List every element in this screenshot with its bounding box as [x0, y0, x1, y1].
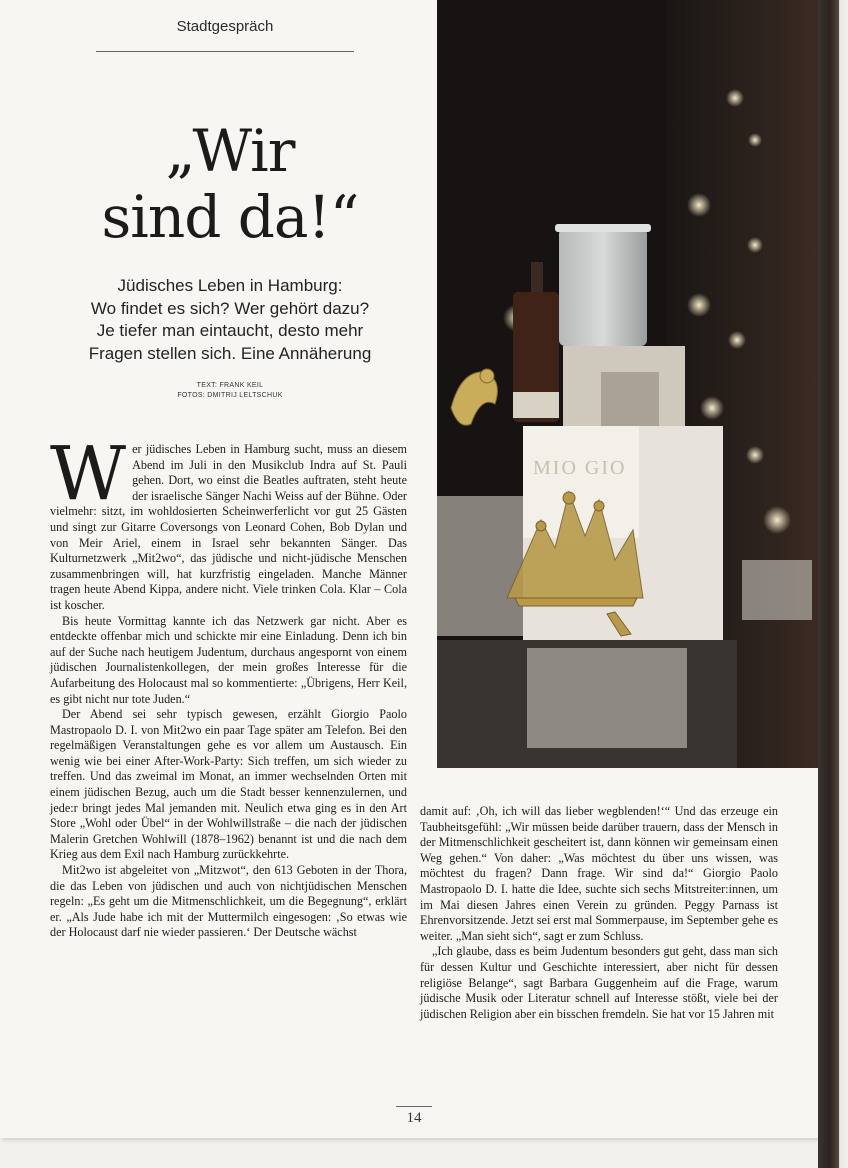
drop-cap: W [50, 431, 127, 517]
page-number: 14 [396, 1106, 432, 1127]
photo-illustration [437, 0, 818, 768]
paragraph-5: damit auf: ‚Oh, ich will das lieber wegblenden!‘“ Und das erzeuge ein Taubheitsgefühl: „Wir müssen beide darüber trauern, dass der Mensch in der Mitmenschlichkeit gescheitert ist, dann können wir gemeinsam einen Weg gehen.“ Von daher: „Was möchtest du über uns wissen, was möchtest du fragen? Dann frage. Wir sind da!“ Giorgio Paolo Mastropaolo D. I. hatte die Idee, suchte sich sechs Mitstreiter:innen, um im Mai diesen Jahres einen Verein zu gründen. Peggy Parnass ist Ehrenvorsitzende. Jetzt sei erst mal Sommerpause, im September gehe es weiter. „Man sieht sich“, sagt er zum Schluss. [420, 804, 778, 943]
article-column-left [50, 431, 407, 941]
paragraph-4: Mit2wo ist abgeleitet von „Mitzwot“, den 613 Geboten in der Thora, die das Leben von jüdischen und auch von nichtjüdischen Menschen regeln: „Es geht um die Mitmenschlichkeit, um die Begegnung“, erklärt er. „Als Jude habe ich mit der Muttermilch eingesogen: ‚So etwas wie der Holocaust darf nie wieder passieren.‘ Der Deutsche wächst [50, 863, 407, 940]
photo-credit: FOTOS: DMITRIJ LELTSCHUK [177, 392, 283, 399]
paragraph-3: Der Abend sei sehr typisch gewesen, erzählt Giorgio Paolo Mastropaolo D. I. von Mit2wo ein paar Tage später am Telefon. Bei den regelmäßigen Veranstaltungen gehe es vor allem um Austausch. Ein wenig wie bei einer After-Work-Party: Sich treffen, um sich wieder zu treffen. Und das zweimal im Monat, an immer wechselnden Orten mit einem jüdischen Bezug, auch um die Stadt besser kennenzulernen, und jede:r bringt jedes Mal jemanden mit. Neulich etwa ging es in den Art Store „Wohl oder Übel“ in der Wohlwillstraße – die nach der jüdischen Malerin Gretchen Wohlwill (1878–1962) benannt ist und die nach dem Krieg aus dem Exil nach Hamburg zurückkehrte. [50, 707, 407, 862]
deck [54, 275, 406, 365]
article-photo [437, 0, 818, 768]
paragraph-2: Bis heute Vormittag kannte ich das Netzwerk gar nicht. Aber es entdeckte offenbar mich und schickte mir eine Einladung. Denn ich bin auf der Suche nach heutigem Judentum, durchaus angespornt von einem jüdischen Journalistenkollegen, der mein großes Interesse für die Aufarbeitung des Holocaust mal so kommentierte: „Übrigens, Herr Keil, es gibt nicht nur tote Juden.“ [50, 613, 407, 706]
headline-line-1: „Wir [165, 117, 295, 185]
credits [160, 381, 300, 401]
box-label: MIO GIO [533, 457, 627, 479]
text-credit: TEXT: FRANK KEIL [196, 382, 264, 389]
deck-line-3: Je tiefer man eintaucht, desto mehr [96, 321, 364, 340]
article-column-right [420, 804, 778, 1022]
deck-line-4: Fragen stellen sich. Eine Annäherung [88, 343, 372, 363]
next-page-edge [818, 0, 848, 1168]
headline-line-2: sind da!“ [101, 183, 359, 251]
headline [40, 118, 420, 250]
glass-beaker [555, 224, 651, 346]
deck-line-2: Wo findet es sich? Wer gehört dazu? [90, 298, 370, 318]
paragraph-6: „Ich glaube, dass es beim Judentum besonders gut geht, dass man sich für dessen Kultur und Geschichte interessiert, aber nicht für dessen religiöse Belange“, sagt Barbara Guggenheim auf die Frage, warum jüdische Musik oder Literatur schnell auf Interesse stößt, viele bei der jüdischen Religion aber ein bisschen fremdeln. Sie hat vor 15 Jahren mit [420, 944, 778, 1021]
deck-line-1: Jüdisches Leben in Hamburg: [117, 276, 343, 295]
rubric-divider [96, 51, 354, 52]
section-rubric: Stadtgespräch [176, 18, 274, 35]
paragraph-1-text: er jüdisches Leben in Hamburg sucht, muss an diesem Abend im Juli in den Musikclub Indra auf St. Pauli gehen. Dort, wo einst die Beatles auftraten, steht heute der israelische Sänger Nachi Weiss auf der Bühne. Oder vielmehr: sitzt, im wohldosierten Scheinwerferlicht vor gut 25 Gästen und singt zur Gitarre Coversongs von Leonard Cohen, Bob Dylan und von Meir Ariel, einem in Israel sehr bekannten Sänger. Das Kulturnetzwerk „Mit2wo“, das jüdische und nicht-jüdische Menschen zusammenbringen will, hat kurzfristig eingeladen. Manche Männer tragen heute Abend Kippa, andere nicht. Viele trinken Cola. Klar – Cola ist koscher. [50, 442, 407, 612]
paragraph-1 [50, 431, 407, 614]
